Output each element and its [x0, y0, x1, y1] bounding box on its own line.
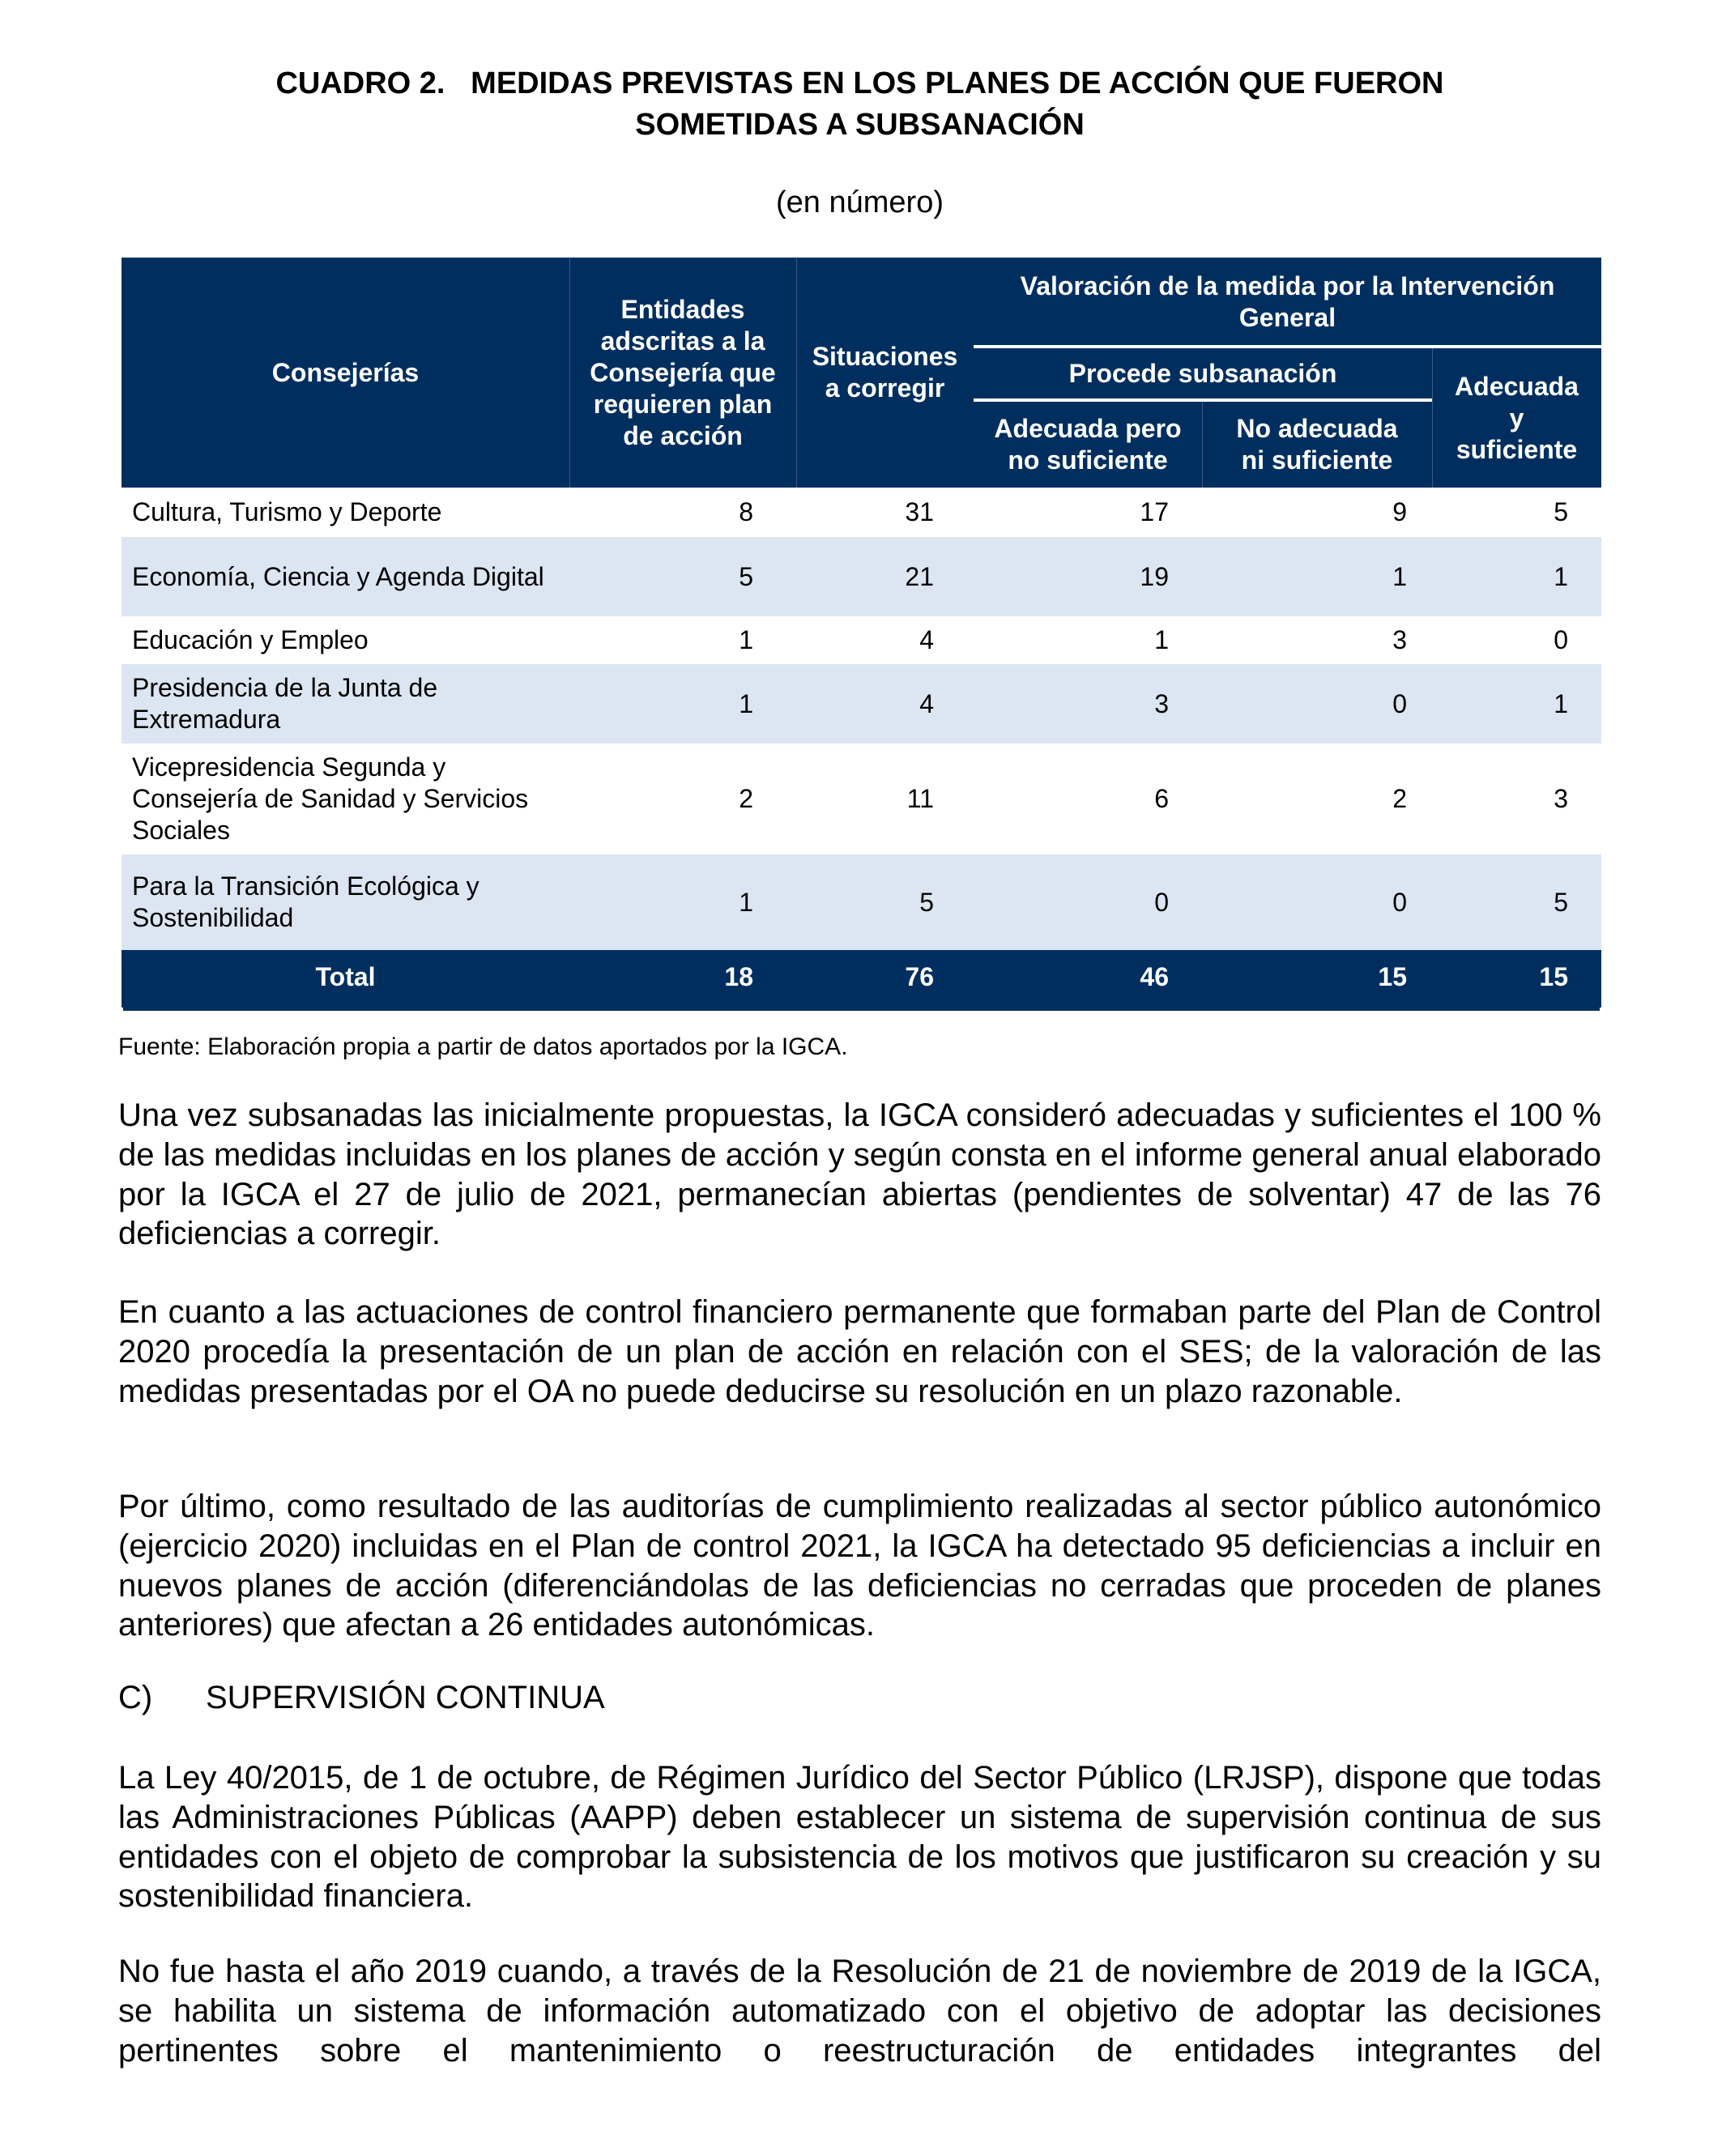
row-adecuada-suficiente: 3	[1554, 784, 1568, 813]
total-entidades: 18	[724, 962, 753, 991]
row-no-adecuada: 0	[1392, 887, 1407, 917]
paragraph: La Ley 40/2015, de 1 de octubre, de Régimen Jurídico del Sector Público (LRJSP), dispone que todas las Administraciones Públicas (AAPP) deben establecer un sistema de supervisión continua de sus entidades con el objeto de comprobar la subsistencia de los motivos que justificaron su creación y su sostenibilidad financiera.	[118, 1760, 1601, 1915]
total-no-adecuada: 15	[1378, 962, 1407, 991]
row-adecuada-no-suficiente: 6	[1154, 784, 1169, 813]
table-title-line-2: SOMETIDAS A SUBSANACIÓN	[635, 108, 1085, 142]
table-source-note: Fuente: Elaboración propia a partir de datos aportados por la IGCA.	[118, 1033, 848, 1060]
paragraph: No fue hasta el año 2019 cuando, a través de la Resolución de 21 de noviembre de 2019 de la IGCA, se habilita un sistema de información automatizado con el objetivo de adoptar las decisiones pertinentes sobre el mantenimiento o reestructuración de entidades integrantes del	[118, 1954, 1601, 2069]
table-title	[118, 63, 1601, 146]
table-total-row	[121, 950, 1601, 1008]
table-title-line-1: CUADRO 2. MEDIDAS PREVISTAS EN LOS PLANES DE ACCIÓN QUE FUERON	[275, 66, 1444, 100]
table-units: (en número)	[776, 185, 944, 219]
header-adecuada-suficiente: Adecuada y suficiente	[1455, 371, 1579, 464]
row-no-adecuada: 2	[1392, 784, 1407, 813]
row-adecuada-no-suficiente: 19	[1140, 561, 1169, 591]
header-entidades: Entidades adscritas a la Consejería que requieren plan de acción	[590, 294, 776, 450]
paragraph: Una vez subsanadas las inicialmente propuestas, la IGCA consideró adecuadas y suficientes el 100 % de las medidas incluidas en los planes de acción y según consta en el informe general anual elaborado por la IGCA el 27 de julio de 2021, permanecían abiertas (pendientes de solventar) 47 de las 76 deficiencias a corregir.	[118, 1097, 1601, 1252]
row-consejeria: Economía, Ciencia y Agenda Digital	[132, 561, 544, 591]
table-header	[121, 258, 1601, 488]
total-adecuada-no-suficiente: 46	[1140, 962, 1169, 991]
table-row	[121, 488, 1601, 537]
total-label: Total	[315, 962, 376, 991]
section-heading-text: SUPERVISIÓN CONTINUA	[206, 1680, 605, 1715]
row-entidades: 2	[739, 784, 753, 813]
row-adecuada-suficiente: 1	[1554, 561, 1568, 591]
row-consejeria: Vicepresidencia Segunda y Consejería de Sanidad y Servicios Sociales	[132, 752, 529, 845]
row-no-adecuada: 3	[1392, 625, 1407, 654]
header-procede: Procede subsanación	[1068, 358, 1337, 388]
row-adecuada-suficiente: 5	[1554, 887, 1568, 917]
row-no-adecuada: 1	[1392, 561, 1407, 591]
table-row	[121, 537, 1601, 616]
row-no-adecuada: 0	[1392, 688, 1407, 718]
row-adecuada-no-suficiente: 3	[1154, 688, 1169, 718]
total-adecuada-suficiente: 15	[1539, 962, 1568, 991]
row-adecuada-suficiente: 5	[1554, 497, 1568, 526]
paragraph: En cuanto a las actuaciones de control financiero permanente que formaban parte del Plan de Control 2020 procedía la presentación de un plan de acción en relación con el SES; de la valoración de las medidas presentadas por el OA no puede deducirse su resolución en un plazo razonable.	[118, 1294, 1601, 1409]
section-heading	[118, 1678, 605, 1717]
header-situaciones: Situaciones a corregir	[812, 342, 958, 403]
row-entidades: 1	[739, 688, 753, 718]
row-no-adecuada: 9	[1392, 497, 1407, 526]
section-heading-letter: C)	[118, 1680, 153, 1715]
header-consejerias: Consejerías	[271, 357, 420, 387]
row-consejeria: Cultura, Turismo y Deporte	[132, 497, 442, 526]
table-row	[121, 854, 1601, 950]
row-adecuada-no-suficiente: 1	[1154, 625, 1169, 654]
header-adecuada-no-suficiente: Adecuada pero no suficiente	[994, 414, 1182, 475]
row-situaciones: 11	[906, 784, 934, 813]
table-row	[121, 744, 1601, 854]
row-entidades: 1	[739, 887, 753, 917]
row-entidades: 5	[739, 561, 753, 591]
row-adecuada-suficiente: 0	[1554, 625, 1568, 654]
row-adecuada-no-suficiente: 17	[1140, 497, 1169, 526]
table-row	[121, 664, 1601, 744]
row-adecuada-suficiente: 1	[1554, 688, 1568, 718]
row-situaciones: 5	[919, 887, 934, 917]
row-entidades: 1	[739, 625, 753, 654]
paragraph: Por último, como resultado de las auditorías de cumplimiento realizadas al sector público autonómico (ejercicio 2020) incluidas en el Plan de control 2021, la IGCA ha detectado 95 deficiencias a incluir en nuevos planes de acción (diferenciándolas de las deficiencias no cerradas que proceden de planes anteriores) que afectan a 26 entidades autonómicas.	[118, 1489, 1601, 1643]
row-situaciones: 21	[905, 561, 934, 591]
row-adecuada-no-suficiente: 0	[1154, 887, 1169, 917]
header-valoracion: Valoración de la medida por la Intervención General	[1020, 271, 1555, 332]
header-no-adecuada: No adecuada ni suficiente	[1236, 414, 1398, 475]
row-situaciones: 4	[919, 625, 934, 654]
row-consejeria: Presidencia de la Junta de Extremadura	[132, 673, 438, 734]
row-situaciones: 31	[905, 497, 934, 526]
row-situaciones: 4	[919, 688, 934, 718]
table-row	[121, 616, 1601, 664]
row-entidades: 8	[739, 497, 753, 526]
total-situaciones: 76	[905, 962, 934, 991]
row-consejeria: Para la Transición Ecológica y Sostenibilidad	[132, 871, 480, 932]
measures-table	[121, 258, 1601, 1008]
row-consejeria: Educación y Empleo	[132, 625, 369, 654]
